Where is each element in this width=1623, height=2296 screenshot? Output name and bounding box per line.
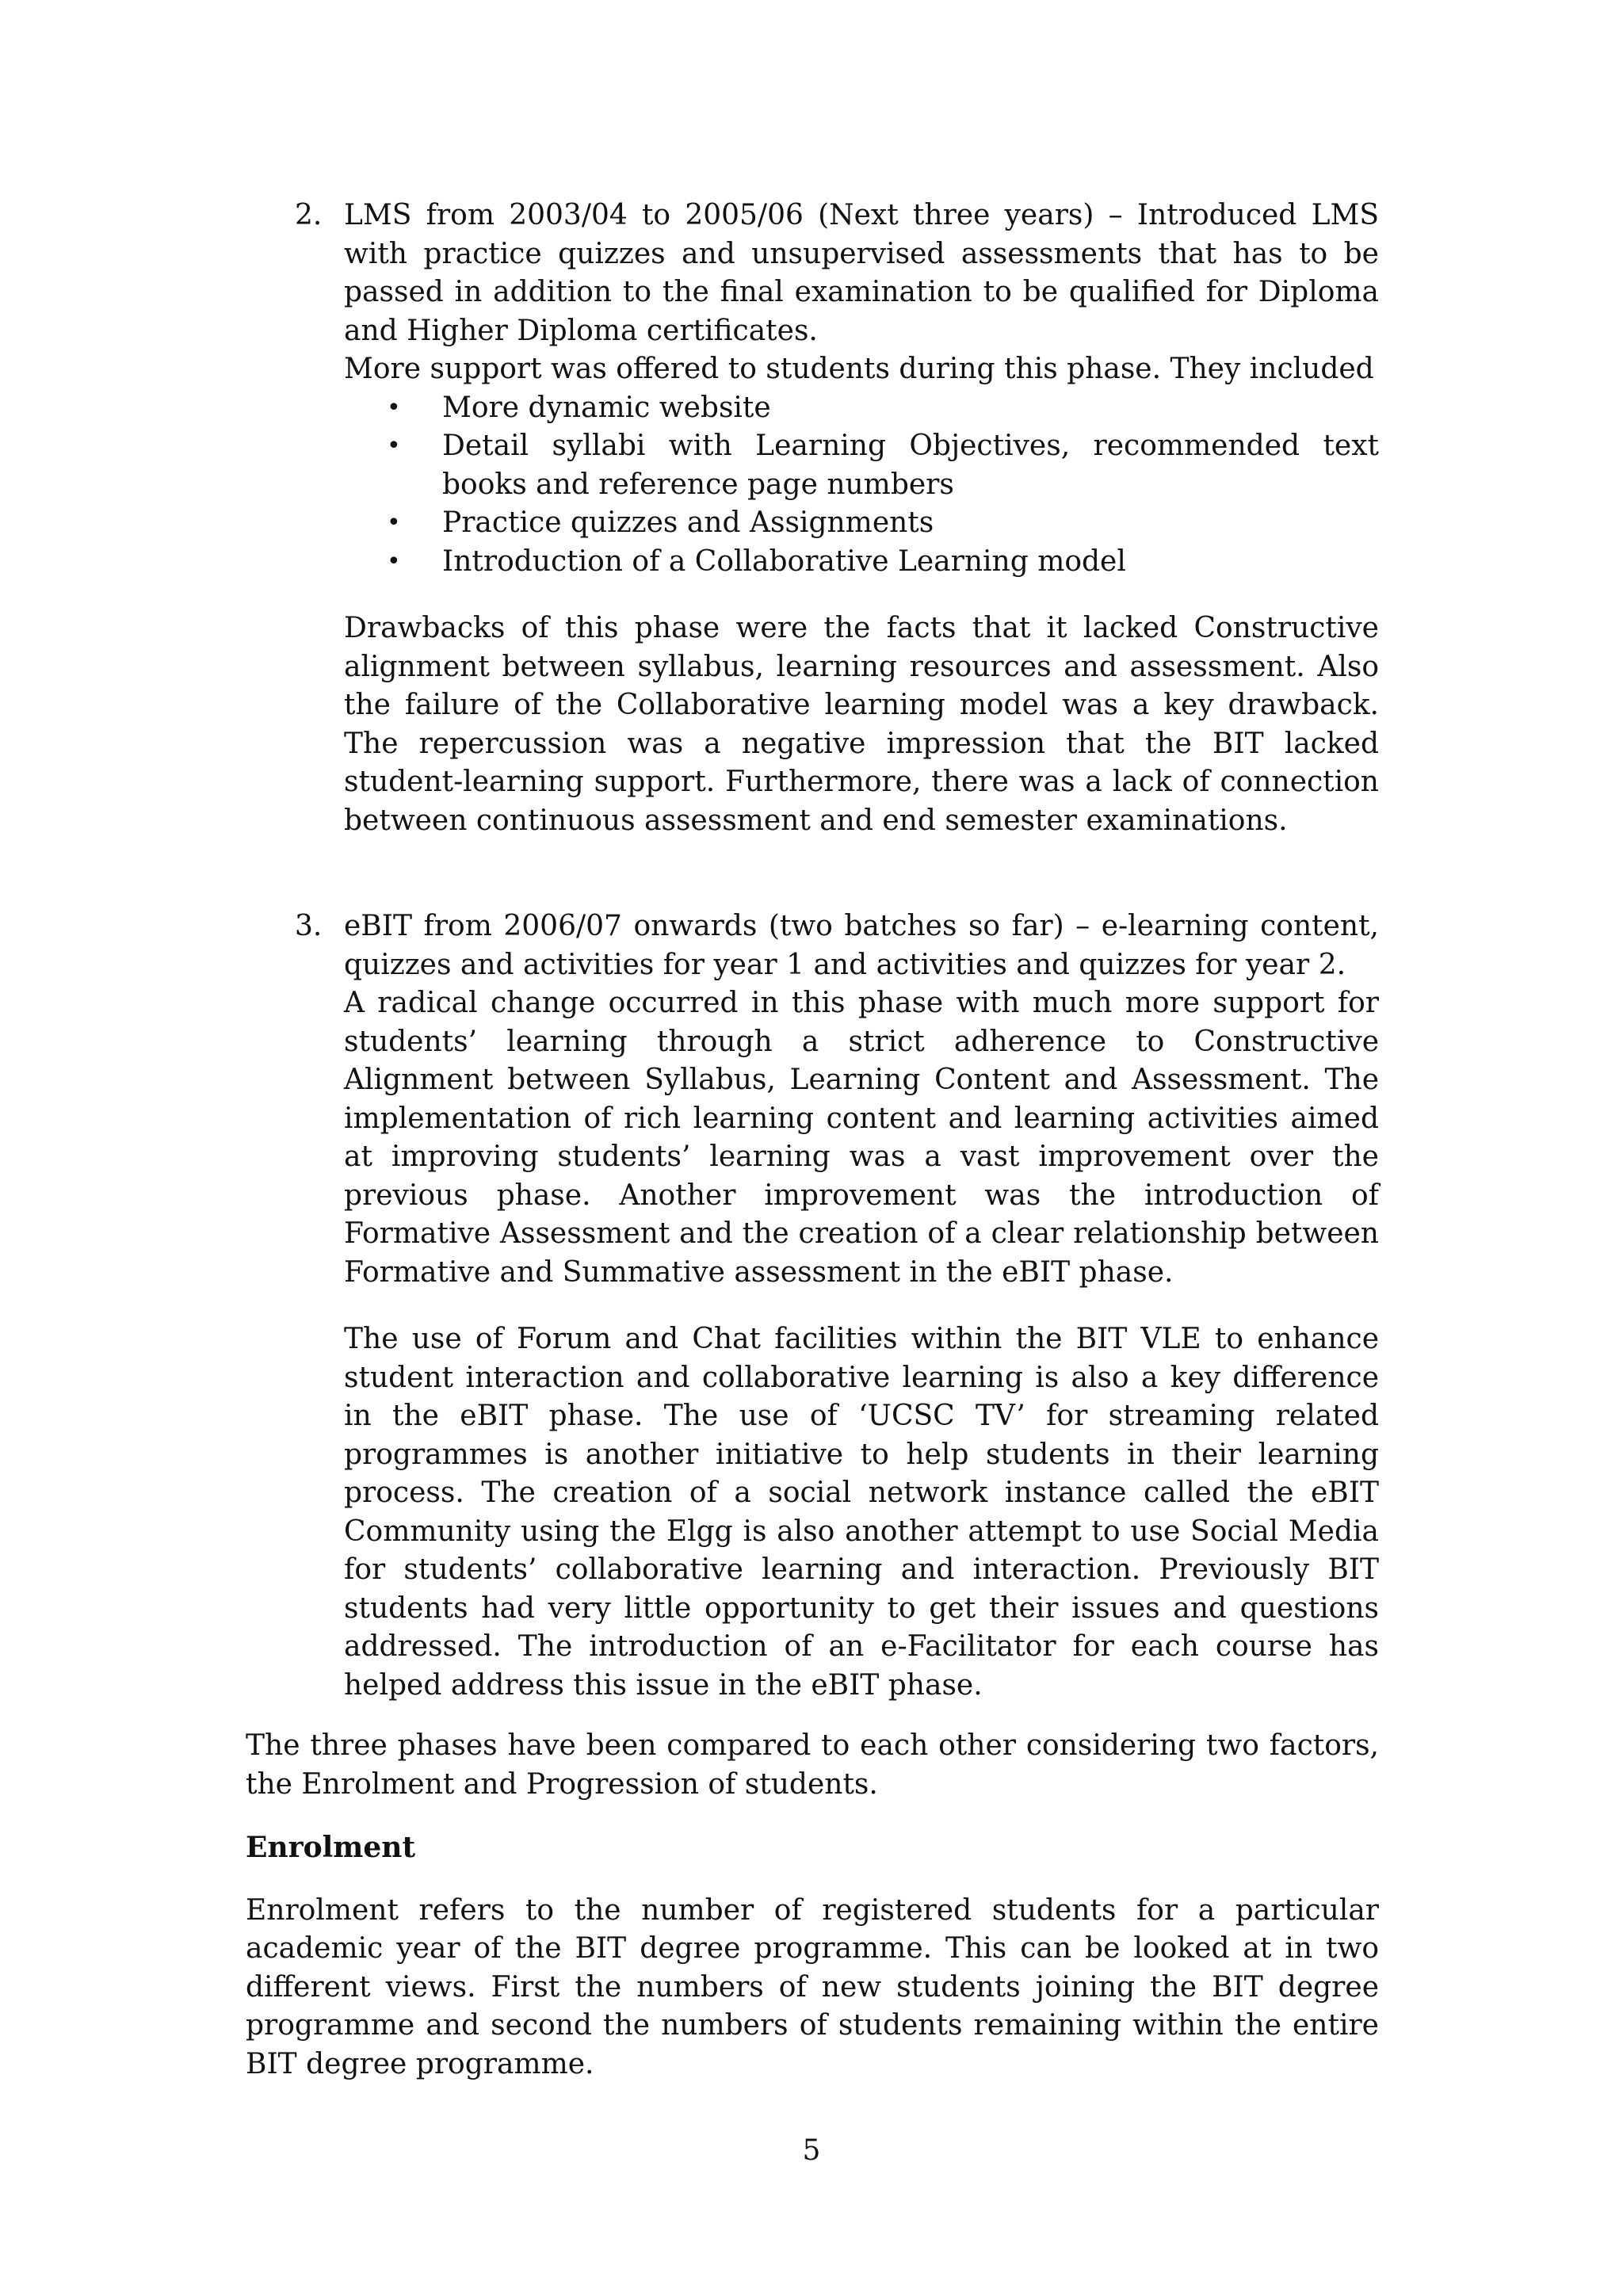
bullet-icon: • [387, 509, 401, 537]
phase-item-2 [295, 197, 1379, 840]
phase-intro: eBIT from 2006/07 onwards (two batches so far) – e-learning content, quizzes and activities for year 1 and activities and quizzes for year 2. [344, 910, 1379, 981]
list-item: • More dynamic website [344, 389, 1379, 428]
bullet-icon: • [387, 393, 401, 422]
support-list [344, 389, 1379, 582]
bullet-icon: • [387, 432, 401, 460]
enrolment-paragraph: Enrolment refers to the number of registered students for a particular academic year of the BIT degree programme. This can be looked at in two different views. First the numbers of new students joining the BIT degree programme and second the numbers of students remaining within the entire BIT degree programme. [246, 1893, 1379, 2080]
forum-paragraph: The use of Forum and Chat facilities within the BIT VLE to enhance student interaction and collaborative learning is also a key difference in the eBIT phase. The use of ‘UCSC TV’ for streaming related programmes is another initiative to help students in their learning process. The creation of a social network instance called the eBIT Community using the Elgg is also another attempt to use Social Media for students’ collaborative learning and interaction. Previously BIT students had very little opportunity to get their issues and questions addressed. The introduction of an e-Facilitator for each course has helped address this issue in the eBIT phase. [344, 1323, 1379, 1702]
support-lead: More support was offered to students during this phase. They included [344, 353, 1374, 385]
change-paragraph: A radical change occurred in this phase with much more support for students’ learning through a strict adherence to Constructive Alignment between Syllabus, Learning Content and Assessment. The implementation of rich learning content and learning activities aimed at improving students’ learning was a vast improvement over the previous phase. Another improvement was the introduction of Formative Assessment and the creation of a clear relationship between Formative and Summative assessment in the eBIT phase. [344, 987, 1379, 1289]
phase-body [344, 907, 1379, 1705]
section-heading: Enrolment [246, 1831, 416, 1864]
list-item: • Detail syllabi with Learning Objectives, recommended text books and reference page numbers [344, 427, 1379, 504]
drawbacks-paragraph: Drawbacks of this phase were the facts that it lacked Constructive alignment between syllabus, learning resources and assessment. Also the failure of the Collaborative learning model was a key drawback. The repercussion was a negative impression that the BIT lacked student-learning support. Furthermore, there was a lack of connection between continuous assessment and end semester examinations. [344, 612, 1379, 837]
phase-item-3 [295, 907, 1379, 1705]
document-page [246, 197, 1379, 2084]
list-number: 2. [295, 199, 323, 231]
page-number: 5 [802, 2134, 821, 2167]
list-number: 3. [295, 910, 323, 942]
list-item: • Practice quizzes and Assignments [344, 504, 1379, 543]
phase-intro: LMS from 2003/04 to 2005/06 (Next three years) – Introduced LMS with practice quizzes and unsupervised assessments that has to be passed in addition to the final examination to be qualified for Diploma and Higher Diploma certificates. [344, 199, 1379, 347]
bullet-icon: • [387, 547, 401, 575]
phase-body [344, 197, 1379, 840]
list-item: • Introduction of a Collaborative Learning model [344, 543, 1379, 582]
comparison-paragraph: The three phases have been compared to each other considering two factors, the Enrolment and Progression of students. [246, 1729, 1379, 1801]
